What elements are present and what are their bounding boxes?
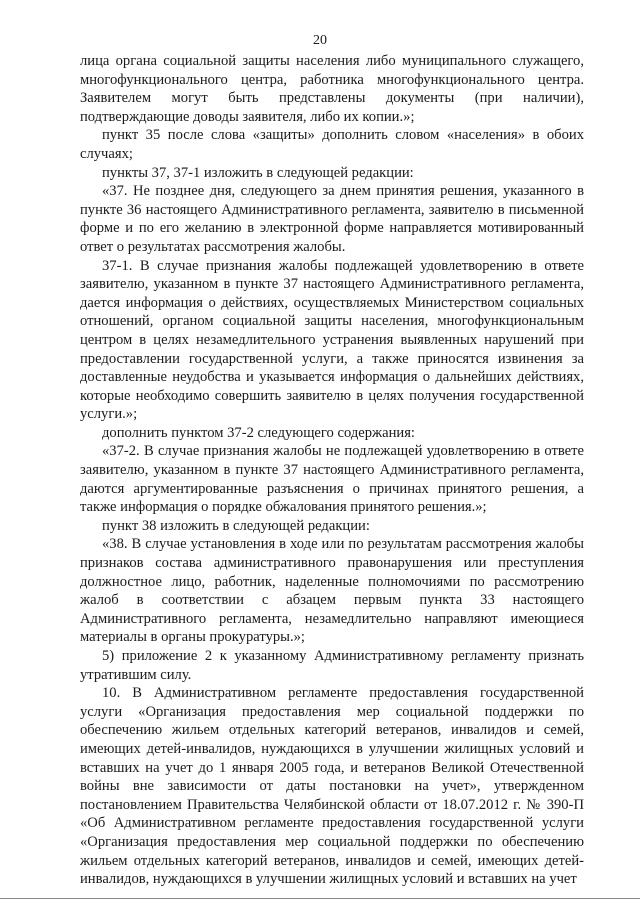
paragraph-item-37-1: 37-1. В случае признания жалобы подлежащей удовлетворению в ответе заявителю, указанном в пункте 37 настоящего Административного регламента, дается информация о действиях, осуществляемых Министерством социальных отношений, органом социальной защиты населения, многофункциональным центром в целях незамедлительного устранения выявленных нарушений при предоставлении государственной услуги, а также приносятся извинения за доставленные неудобства и указывается информация о дальнейших действиях, которые необходимо совершить заявителю в целях получения государственной услуги.»; (80, 257, 584, 423)
paragraph-item-38-intro: пункт 38 изложить в следующей редакции: (102, 517, 370, 534)
bottom-divider (0, 898, 640, 899)
paragraph-item-37-2: «37-2. В случае признания жалобы не подлежащей удовлетворению в ответе заявителю, указанном в пункте 37 настоящего Административного регламента, даются аргументированные разъяснения о причинах принятого решения, а также информация о порядке обжалования принятого решения.»; (80, 443, 584, 516)
paragraph-item-37: «37. Не позднее дня, следующего за днем принятия решения, указанного в пункте 36 настоящего Административного регламента, заявителю в письменной форме и по его желанию в электронной форме направляется мотивированный ответ о результатах рассмотрения жалобы. (80, 183, 584, 255)
paragraph-continuation: лица органа социальной защиты населения либо муниципального служащего, многофункционального центра, работника многофункционального центра. Заявителем могут быть представлены документы (при наличии), подтверждающие доводы заявителя, либо их копии.»; (80, 53, 584, 125)
paragraph-item-38: «38. В случае установления в ходе или по результатам рассмотрения жалобы признаков состава административного правонарушения или преступления должностное лицо, работник, наделенные полномочиями по рассмотрению жалоб в соответствии с абзацем первым пункта 33 настоящего Административного регламента, незамедлительно направляют имеющиеся материалы в органы прокуратуры.»; (80, 536, 584, 646)
paragraph-item-10: 10. В Административном регламенте предоставления государственной услуги «Организация предоставления мер социальной поддержки по обеспечению жильем отдельных категорий ветеранов, инвалидов и семей, имеющих детей-инвалидов, нуждающихся в улучшении жилищных условий и вставших на учет до 1 января 2005 года, и ветеранов Великой Отечественной войны вне зависимости от даты постановки на учет», утвержденном постановлением Правительства Челябинской области от 18.07.2012 г. № 390-П «Об Административном регламенте предоставления государственной услуги «Организация предоставления мер социальной поддержки по обеспечению жильем отдельных категорий ветеранов, инвалидов и семей, имеющих детей-инвалидов, нуждающихся в улучшении жилищных условий и вставших на учет (80, 685, 584, 888)
paragraph-item-37-2-intro: дополнить пунктом 37-2 следующего содержания: (102, 424, 415, 441)
paragraph-items-37-intro: пункты 37, 37-1 изложить в следующей редакции: (102, 164, 414, 181)
paragraph-item-35: пункт 35 после слова «защиты» дополнить словом «населения» в обоих случаях; (80, 127, 584, 162)
paragraph-subitem-5: 5) приложение 2 к указанному Административному регламенту признать утратившим силу. (80, 648, 584, 683)
page-number: 20 (313, 33, 327, 48)
document-body (80, 52, 584, 889)
